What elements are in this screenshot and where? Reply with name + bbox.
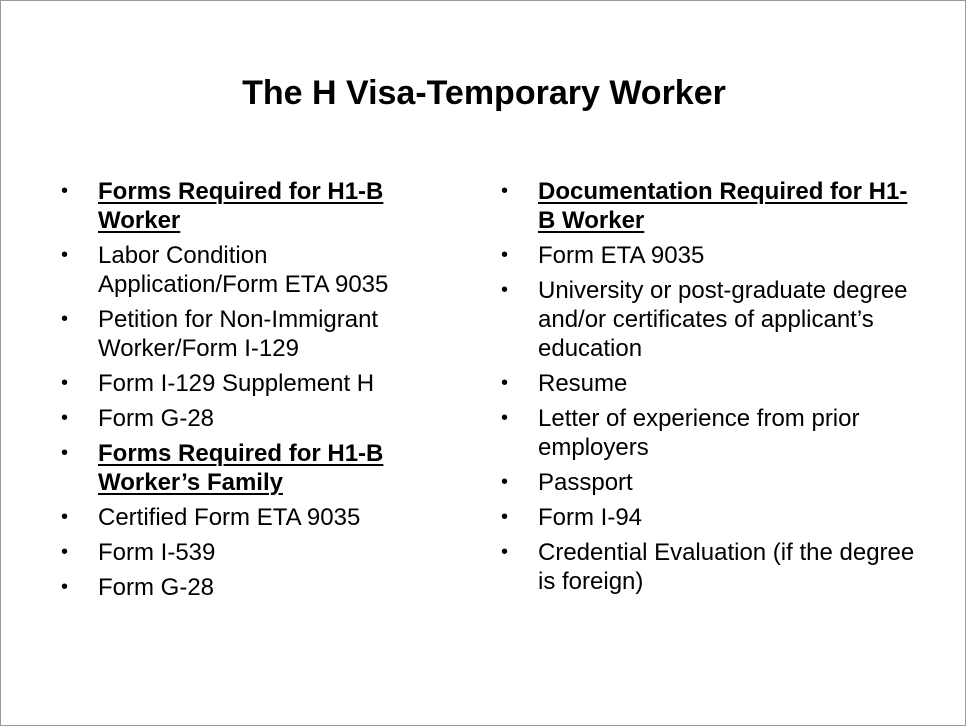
list-item-heading: Forms Required for H1-B Worker bbox=[98, 178, 384, 234]
bullet-icon: • bbox=[501, 180, 509, 202]
bullet-icon: • bbox=[61, 244, 69, 266]
bullet-icon: • bbox=[61, 180, 69, 202]
list-item bbox=[501, 369, 921, 398]
bullet-icon: • bbox=[61, 506, 69, 528]
list-item bbox=[61, 241, 441, 299]
list-item bbox=[61, 538, 441, 567]
list-item bbox=[61, 503, 441, 532]
bullet-icon: • bbox=[501, 372, 509, 394]
list-item bbox=[61, 177, 441, 235]
bullet-icon: • bbox=[501, 279, 509, 301]
list-item-heading: Forms Required for H1-B Worker’s Family bbox=[98, 440, 384, 496]
list-item bbox=[501, 538, 921, 596]
list-item-text: Form G-28 bbox=[98, 574, 215, 601]
list-item-text: Labor Condition Application/Form ETA 9035 bbox=[98, 242, 389, 298]
slide-title: The H Visa-Temporary Worker bbox=[242, 74, 726, 112]
bullet-icon: • bbox=[61, 541, 69, 563]
list-item-text: Passport bbox=[538, 469, 633, 496]
bullet-icon: • bbox=[61, 442, 69, 464]
right-column-list bbox=[501, 177, 921, 602]
list-item-text: Letter of experience from prior employers bbox=[538, 405, 860, 461]
bullet-icon: • bbox=[61, 576, 69, 598]
list-item bbox=[501, 503, 921, 532]
list-item bbox=[501, 276, 921, 363]
list-item bbox=[61, 404, 441, 433]
list-item bbox=[61, 305, 441, 363]
list-item bbox=[501, 468, 921, 497]
list-item-heading: Documentation Required for H1-B Worker bbox=[538, 178, 908, 234]
bullet-icon: • bbox=[61, 308, 69, 330]
list-item-text: University or post-graduate degree and/or certificates of applicant’s education bbox=[538, 277, 908, 362]
bullet-icon: • bbox=[61, 407, 69, 429]
list-item bbox=[61, 369, 441, 398]
list-item-text: Form I-94 bbox=[538, 504, 643, 531]
list-item-text: Form ETA 9035 bbox=[538, 242, 705, 269]
bullet-icon: • bbox=[501, 471, 509, 493]
list-item-text: Certified Form ETA 9035 bbox=[98, 504, 361, 531]
list-item bbox=[501, 177, 921, 235]
bullet-icon: • bbox=[501, 506, 509, 528]
bullet-icon: • bbox=[501, 407, 509, 429]
list-item-text: Form G-28 bbox=[98, 405, 215, 432]
list-item bbox=[501, 241, 921, 270]
list-item-text: Form I-129 Supplement H bbox=[98, 370, 375, 397]
bullet-icon: • bbox=[501, 541, 509, 563]
list-item bbox=[61, 573, 441, 602]
list-item-text: Form I-539 bbox=[98, 539, 216, 566]
list-item-text: Resume bbox=[538, 370, 628, 397]
list-item bbox=[61, 439, 441, 497]
list-item bbox=[501, 404, 921, 462]
bullet-icon: • bbox=[501, 244, 509, 266]
list-item-text: Petition for Non-Immigrant Worker/Form I-129 bbox=[98, 306, 379, 362]
list-item-text: Credential Evaluation (if the degree is foreign) bbox=[538, 539, 915, 595]
left-column-list bbox=[61, 177, 441, 608]
bullet-icon: • bbox=[61, 372, 69, 394]
